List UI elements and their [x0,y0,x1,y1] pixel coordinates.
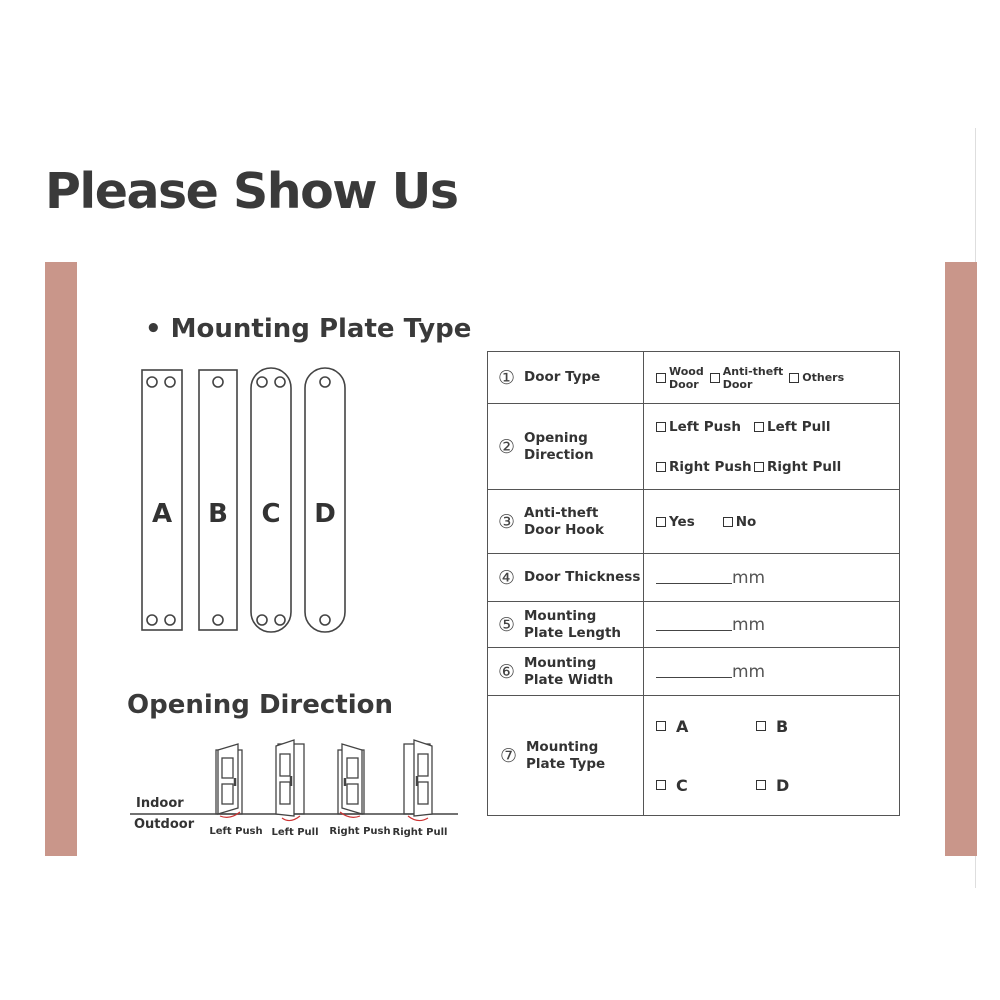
checkbox[interactable] [656,517,666,527]
plate-width-blank[interactable] [656,676,732,678]
form-row-plate-type [488,696,900,816]
form-row-plate-length [488,602,900,648]
row-number: ④ [498,566,516,589]
option-yes[interactable]: Yes [656,514,695,530]
form-row-anti-theft-hook [488,490,900,554]
plate-a-label: A [151,499,173,529]
plate-length-blank[interactable] [656,629,732,631]
door-direction-illustrations [130,736,460,846]
row-label-line-1: Anti-theft [524,504,599,521]
option-left-pull[interactable]: Left Pull [754,419,864,435]
checkbox[interactable] [656,780,666,790]
plate-c-label: C [261,499,281,529]
row-number: ⑤ [498,613,516,636]
option-anti-theft-door[interactable]: Anti-theft Door [710,365,784,391]
option-others[interactable]: Others [789,371,844,384]
row-number: ② [498,435,516,458]
left-side-bar [45,262,77,856]
row-number: ⑦ [500,744,518,767]
row-label: Door Thickness [524,569,641,585]
checkbox[interactable] [656,721,666,731]
row-number: ⑥ [498,660,516,683]
option-right-push[interactable]: Right Push [656,459,754,475]
mounting-plate-illustrations [130,360,360,640]
door-label-left-pull: Left Pull [271,827,319,838]
row-label-line-1: Mounting [524,654,597,671]
form-row-plate-width [488,648,900,696]
checkbox[interactable] [756,780,766,790]
indoor-label: Indoor [136,796,184,811]
option-no[interactable]: No [723,514,757,530]
option-plate-b[interactable]: B [756,717,856,736]
form-row-door-type [488,352,900,404]
door-left-pull-icon [276,740,304,821]
row-label-line-1: Opening [524,429,588,446]
door-thickness-blank[interactable] [656,582,732,584]
door-label-right-pull: Right Pull [392,827,448,838]
row-label-line-2: Plate Width [524,671,614,688]
option-right-pull[interactable]: Right Pull [754,459,864,475]
row-label-line-2: Door Hook [524,521,604,538]
checkbox[interactable] [756,721,766,731]
checkbox[interactable] [656,462,666,472]
outdoor-label: Outdoor [134,817,195,832]
row-label-line-2: Direction [524,446,594,463]
door-left-push-icon [216,744,242,817]
row-label-line-1: Mounting [524,607,597,624]
checkbox[interactable] [754,462,764,472]
checkbox[interactable] [754,422,764,432]
row-label-line-1: Mounting [526,738,599,755]
checkbox[interactable] [710,373,720,383]
option-wood-door[interactable]: Wood Door [656,365,704,391]
door-label-left-push: Left Push [209,826,263,837]
option-plate-a[interactable]: A [656,717,756,736]
mounting-plate-heading: • Mounting Plate Type [145,314,472,344]
opening-direction-heading: Opening Direction [127,690,394,720]
row-label-line-2: Plate Type [526,755,606,772]
page-title: Please Show Us [45,163,458,220]
order-form-table [487,351,900,816]
option-left-push[interactable]: Left Push [656,419,754,435]
door-right-push-icon [338,744,364,817]
checkbox[interactable] [656,373,666,383]
unit-label: mm [732,661,766,682]
right-side-bar [945,262,977,856]
plate-b-label: B [208,499,228,529]
checkbox[interactable] [723,517,733,527]
checkbox[interactable] [789,373,799,383]
option-plate-d[interactable]: D [756,776,856,795]
row-number: ③ [498,510,516,533]
row-label: Door Type [524,369,601,385]
row-label-line-2: Plate Length [524,624,622,641]
unit-label: mm [732,614,766,635]
form-row-opening-direction [488,404,900,490]
plate-d-label: D [314,499,336,529]
door-right-pull-icon [404,740,432,821]
door-label-right-push: Right Push [329,826,391,837]
checkbox[interactable] [656,422,666,432]
form-row-door-thickness [488,554,900,602]
unit-label: mm [732,567,766,588]
row-number: ① [498,366,516,389]
option-plate-c[interactable]: C [656,776,756,795]
